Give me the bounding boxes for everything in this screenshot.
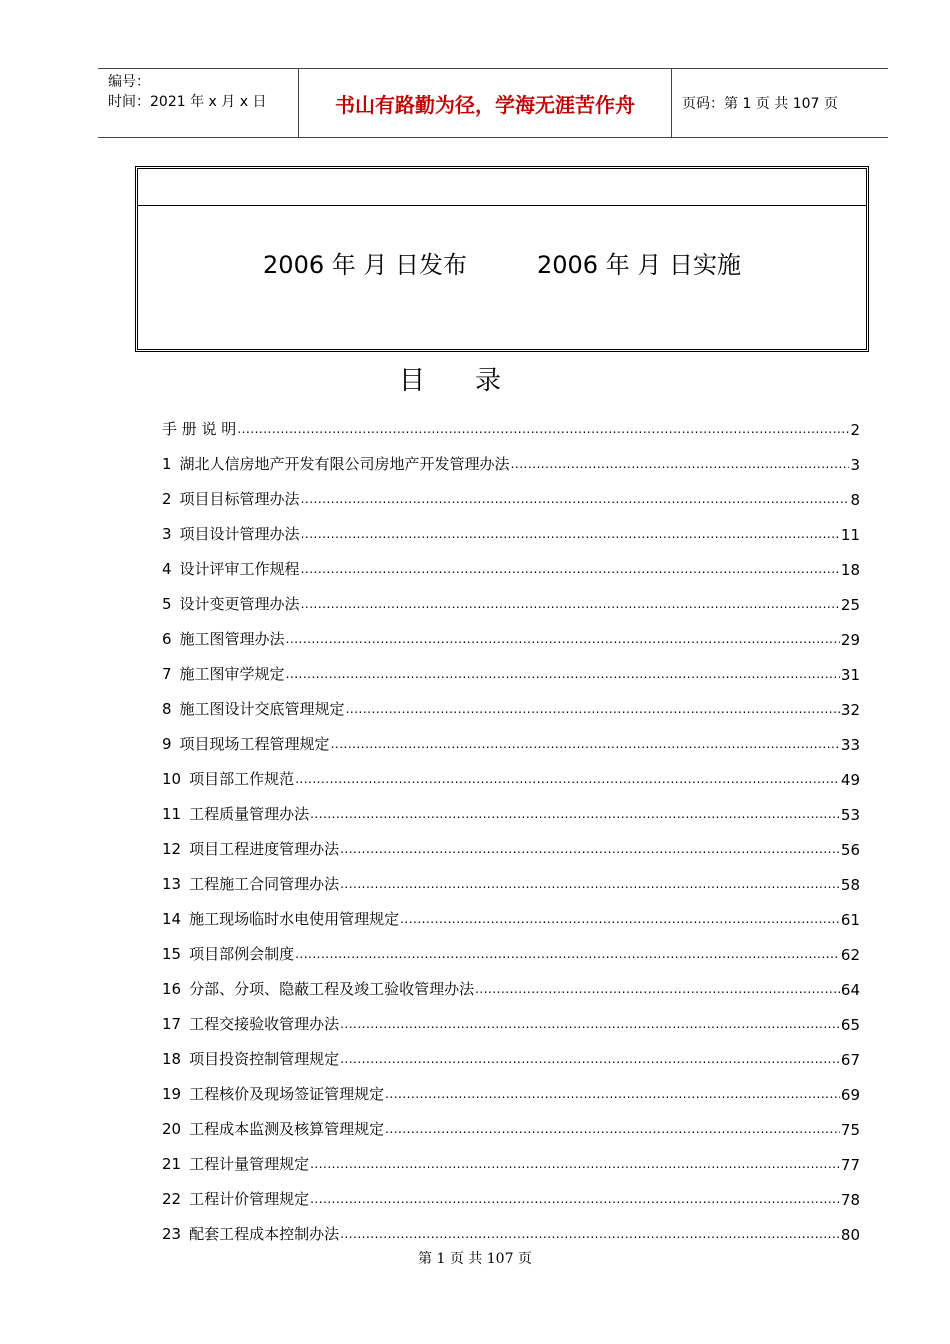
- toc-entry-page: 56: [840, 841, 860, 859]
- toc-entry-page: 75: [840, 1121, 860, 1139]
- toc-entry-label: 施工图管理办法: [179, 630, 285, 648]
- toc-leader-dots: [331, 737, 840, 751]
- implement-date: 2006 年 月 日实施: [537, 251, 741, 279]
- toc-title: 目录: [398, 366, 551, 396]
- toc-leader-dots: [310, 807, 840, 821]
- toc-entry-page: 8: [850, 491, 860, 509]
- toc-entry-number: 12: [162, 840, 182, 858]
- toc-leader-dots: [475, 982, 840, 996]
- toc-entry-label: 项目设计管理办法: [179, 525, 300, 543]
- toc-entry-number: 1: [162, 455, 172, 473]
- toc-entry[interactable]: [162, 894, 860, 929]
- toc-entry[interactable]: [162, 649, 860, 684]
- toc-entry-number: 17: [162, 1015, 182, 1033]
- toc-entry-page: 32: [840, 701, 860, 719]
- toc-entry-number: 22: [162, 1190, 182, 1208]
- toc-entry-label: 施工图设计交底管理规定: [179, 700, 345, 718]
- toc-entry-label: 项目现场工程管理规定: [179, 735, 330, 753]
- toc-entry-label: 工程交接验收管理办法: [189, 1015, 340, 1033]
- toc-entry-number: 15: [162, 945, 182, 963]
- toc-entry[interactable]: [162, 964, 860, 999]
- header-meta-cell: [98, 69, 299, 137]
- toc-entry-number: 8: [162, 700, 172, 718]
- toc-leader-dots: [310, 1157, 840, 1171]
- toc-leader-dots: [346, 702, 840, 716]
- toc-entry-label: 施工现场临时水电使用管理规定: [189, 910, 400, 928]
- toc-leader-dots: [340, 1227, 840, 1241]
- toc-entry[interactable]: [162, 684, 860, 719]
- toc-entry-number: 19: [162, 1085, 182, 1103]
- toc-entry-label: 设计评审工作规程: [179, 560, 300, 578]
- toc-entry[interactable]: [162, 509, 860, 544]
- toc-entry-page: 25: [840, 596, 860, 614]
- toc-leader-dots: [295, 772, 840, 786]
- toc-entry-page: 77: [840, 1156, 860, 1174]
- toc-entry-number: 3: [162, 525, 172, 543]
- toc-leader-dots: [511, 457, 850, 471]
- page-header: [98, 68, 888, 138]
- toc-entry-page: 29: [840, 631, 860, 649]
- page-footer: 第 1 页 共 107 页: [418, 1251, 532, 1267]
- toc-entry-label: 湖北人信房地产开发有限公司房地产开发管理办法: [179, 455, 510, 473]
- toc-leader-dots: [340, 877, 840, 891]
- toc-entry-label: 工程计量管理规定: [189, 1155, 310, 1173]
- toc-entry[interactable]: [162, 754, 860, 789]
- toc-entry-label: 工程施工合同管理办法: [189, 875, 340, 893]
- toc-entry-page: 62: [840, 946, 860, 964]
- toc-entry-page: 18: [840, 561, 860, 579]
- toc-entry-number: 11: [162, 805, 182, 823]
- toc-entry-number: 20: [162, 1120, 182, 1138]
- toc-entry-page: 80: [840, 1226, 860, 1244]
- table-of-contents: [162, 404, 860, 1244]
- toc-entry-page: 78: [840, 1191, 860, 1209]
- toc-leader-dots: [340, 1052, 840, 1066]
- toc-entry-label: 工程质量管理办法: [189, 805, 310, 823]
- toc-leader-dots: [385, 1087, 840, 1101]
- toc-entry-label: 项目目标管理办法: [179, 490, 300, 508]
- title-box-empty-row: [138, 169, 866, 206]
- number-label: 编号：: [108, 74, 150, 90]
- toc-leader-dots: [286, 667, 840, 681]
- header-motto-cell: [299, 69, 672, 137]
- toc-leader-dots: [301, 492, 850, 506]
- toc-entry[interactable]: [162, 404, 860, 439]
- toc-entry[interactable]: [162, 719, 860, 754]
- toc-entry[interactable]: [162, 789, 860, 824]
- time-label: 时间：2021 年 x 月 x 日: [108, 94, 267, 110]
- toc-entry[interactable]: [162, 1139, 860, 1174]
- toc-leader-dots: [385, 1122, 840, 1136]
- toc-entry-number: 21: [162, 1155, 182, 1173]
- toc-entry-label: 设计变更管理办法: [179, 595, 300, 613]
- toc-leader-dots: [400, 912, 840, 926]
- toc-entry-page: 67: [840, 1051, 860, 1069]
- toc-entry-number: 6: [162, 630, 172, 648]
- publish-date: 2006 年 月 日发布: [263, 251, 467, 279]
- toc-leader-dots: [340, 1017, 840, 1031]
- toc-entry-label: 项目工程进度管理办法: [189, 840, 340, 858]
- toc-entry-label: 项目部例会制度: [189, 945, 295, 963]
- toc-entry-page: 11: [840, 526, 860, 544]
- page-info: 页码：第 1 页 共 107 页: [682, 96, 838, 112]
- toc-entry-label: 配套工程成本控制办法: [189, 1225, 340, 1243]
- toc-entry[interactable]: [162, 614, 860, 649]
- toc-entry-number: 9: [162, 735, 172, 753]
- toc-entry-label: 工程核价及现场签证管理规定: [189, 1085, 385, 1103]
- date-line: [138, 245, 866, 280]
- toc-leader-dots: [301, 597, 840, 611]
- header-page-cell: [672, 69, 888, 137]
- toc-entry-page: 65: [840, 1016, 860, 1034]
- toc-entry[interactable]: [162, 859, 860, 894]
- toc-entry[interactable]: [162, 999, 860, 1034]
- toc-entry-page: 3: [850, 456, 860, 474]
- toc-entry-page: 61: [840, 911, 860, 929]
- toc-entry-number: 10: [162, 770, 182, 788]
- toc-entry-number: 16: [162, 980, 182, 998]
- toc-entry[interactable]: [162, 929, 860, 964]
- toc-entry-page: 49: [840, 771, 860, 789]
- toc-leader-dots: [237, 422, 849, 436]
- toc-entry-label: 手 册 说 明: [162, 420, 237, 438]
- toc-entry-label: 工程成本监测及核算管理规定: [189, 1120, 385, 1138]
- toc-entry-number: 13: [162, 875, 182, 893]
- toc-entry[interactable]: [162, 1069, 860, 1104]
- toc-leader-dots: [301, 527, 840, 541]
- toc-entry[interactable]: [162, 474, 860, 509]
- toc-entry-label: 工程计价管理规定: [189, 1190, 310, 1208]
- toc-entry[interactable]: [162, 1034, 860, 1069]
- toc-entry-number: 14: [162, 910, 182, 928]
- toc-entry[interactable]: [162, 1209, 860, 1244]
- toc-entry-number: 18: [162, 1050, 182, 1068]
- toc-entry-number: 7: [162, 665, 172, 683]
- toc-entry-number: 23: [162, 1225, 182, 1243]
- toc-leader-dots: [286, 632, 840, 646]
- toc-entry-number: 5: [162, 595, 172, 613]
- toc-entry-page: 58: [840, 876, 860, 894]
- toc-leader-dots: [340, 842, 840, 856]
- title-box: [135, 166, 869, 352]
- toc-entry[interactable]: [162, 1104, 860, 1139]
- toc-entry[interactable]: [162, 824, 860, 859]
- toc-entry-number: 2: [162, 490, 172, 508]
- toc-entry-label: 分部、分项、隐蔽工程及竣工验收管理办法: [189, 980, 475, 998]
- toc-entry-number: 4: [162, 560, 172, 578]
- toc-entry-label: 项目部工作规范: [189, 770, 295, 788]
- toc-entry-page: 53: [840, 806, 860, 824]
- toc-entry-label: 项目投资控制管理规定: [189, 1050, 340, 1068]
- toc-entry-page: 69: [840, 1086, 860, 1104]
- toc-entry-page: 33: [840, 736, 860, 754]
- toc-entry[interactable]: [162, 1174, 860, 1209]
- toc-entry[interactable]: [162, 544, 860, 579]
- toc-entry-label: 施工图审学规定: [179, 665, 285, 683]
- toc-entry-page: 31: [840, 666, 860, 684]
- toc-entry[interactable]: [162, 579, 860, 614]
- motto-text: 书山有路勤为径，学海无涯苦作舟: [335, 92, 635, 117]
- toc-leader-dots: [301, 562, 840, 576]
- toc-leader-dots: [295, 947, 840, 961]
- toc-entry-page: 64: [840, 981, 860, 999]
- toc-leader-dots: [310, 1192, 840, 1206]
- toc-entry[interactable]: [162, 439, 860, 474]
- toc-entry-page: 2: [850, 421, 860, 439]
